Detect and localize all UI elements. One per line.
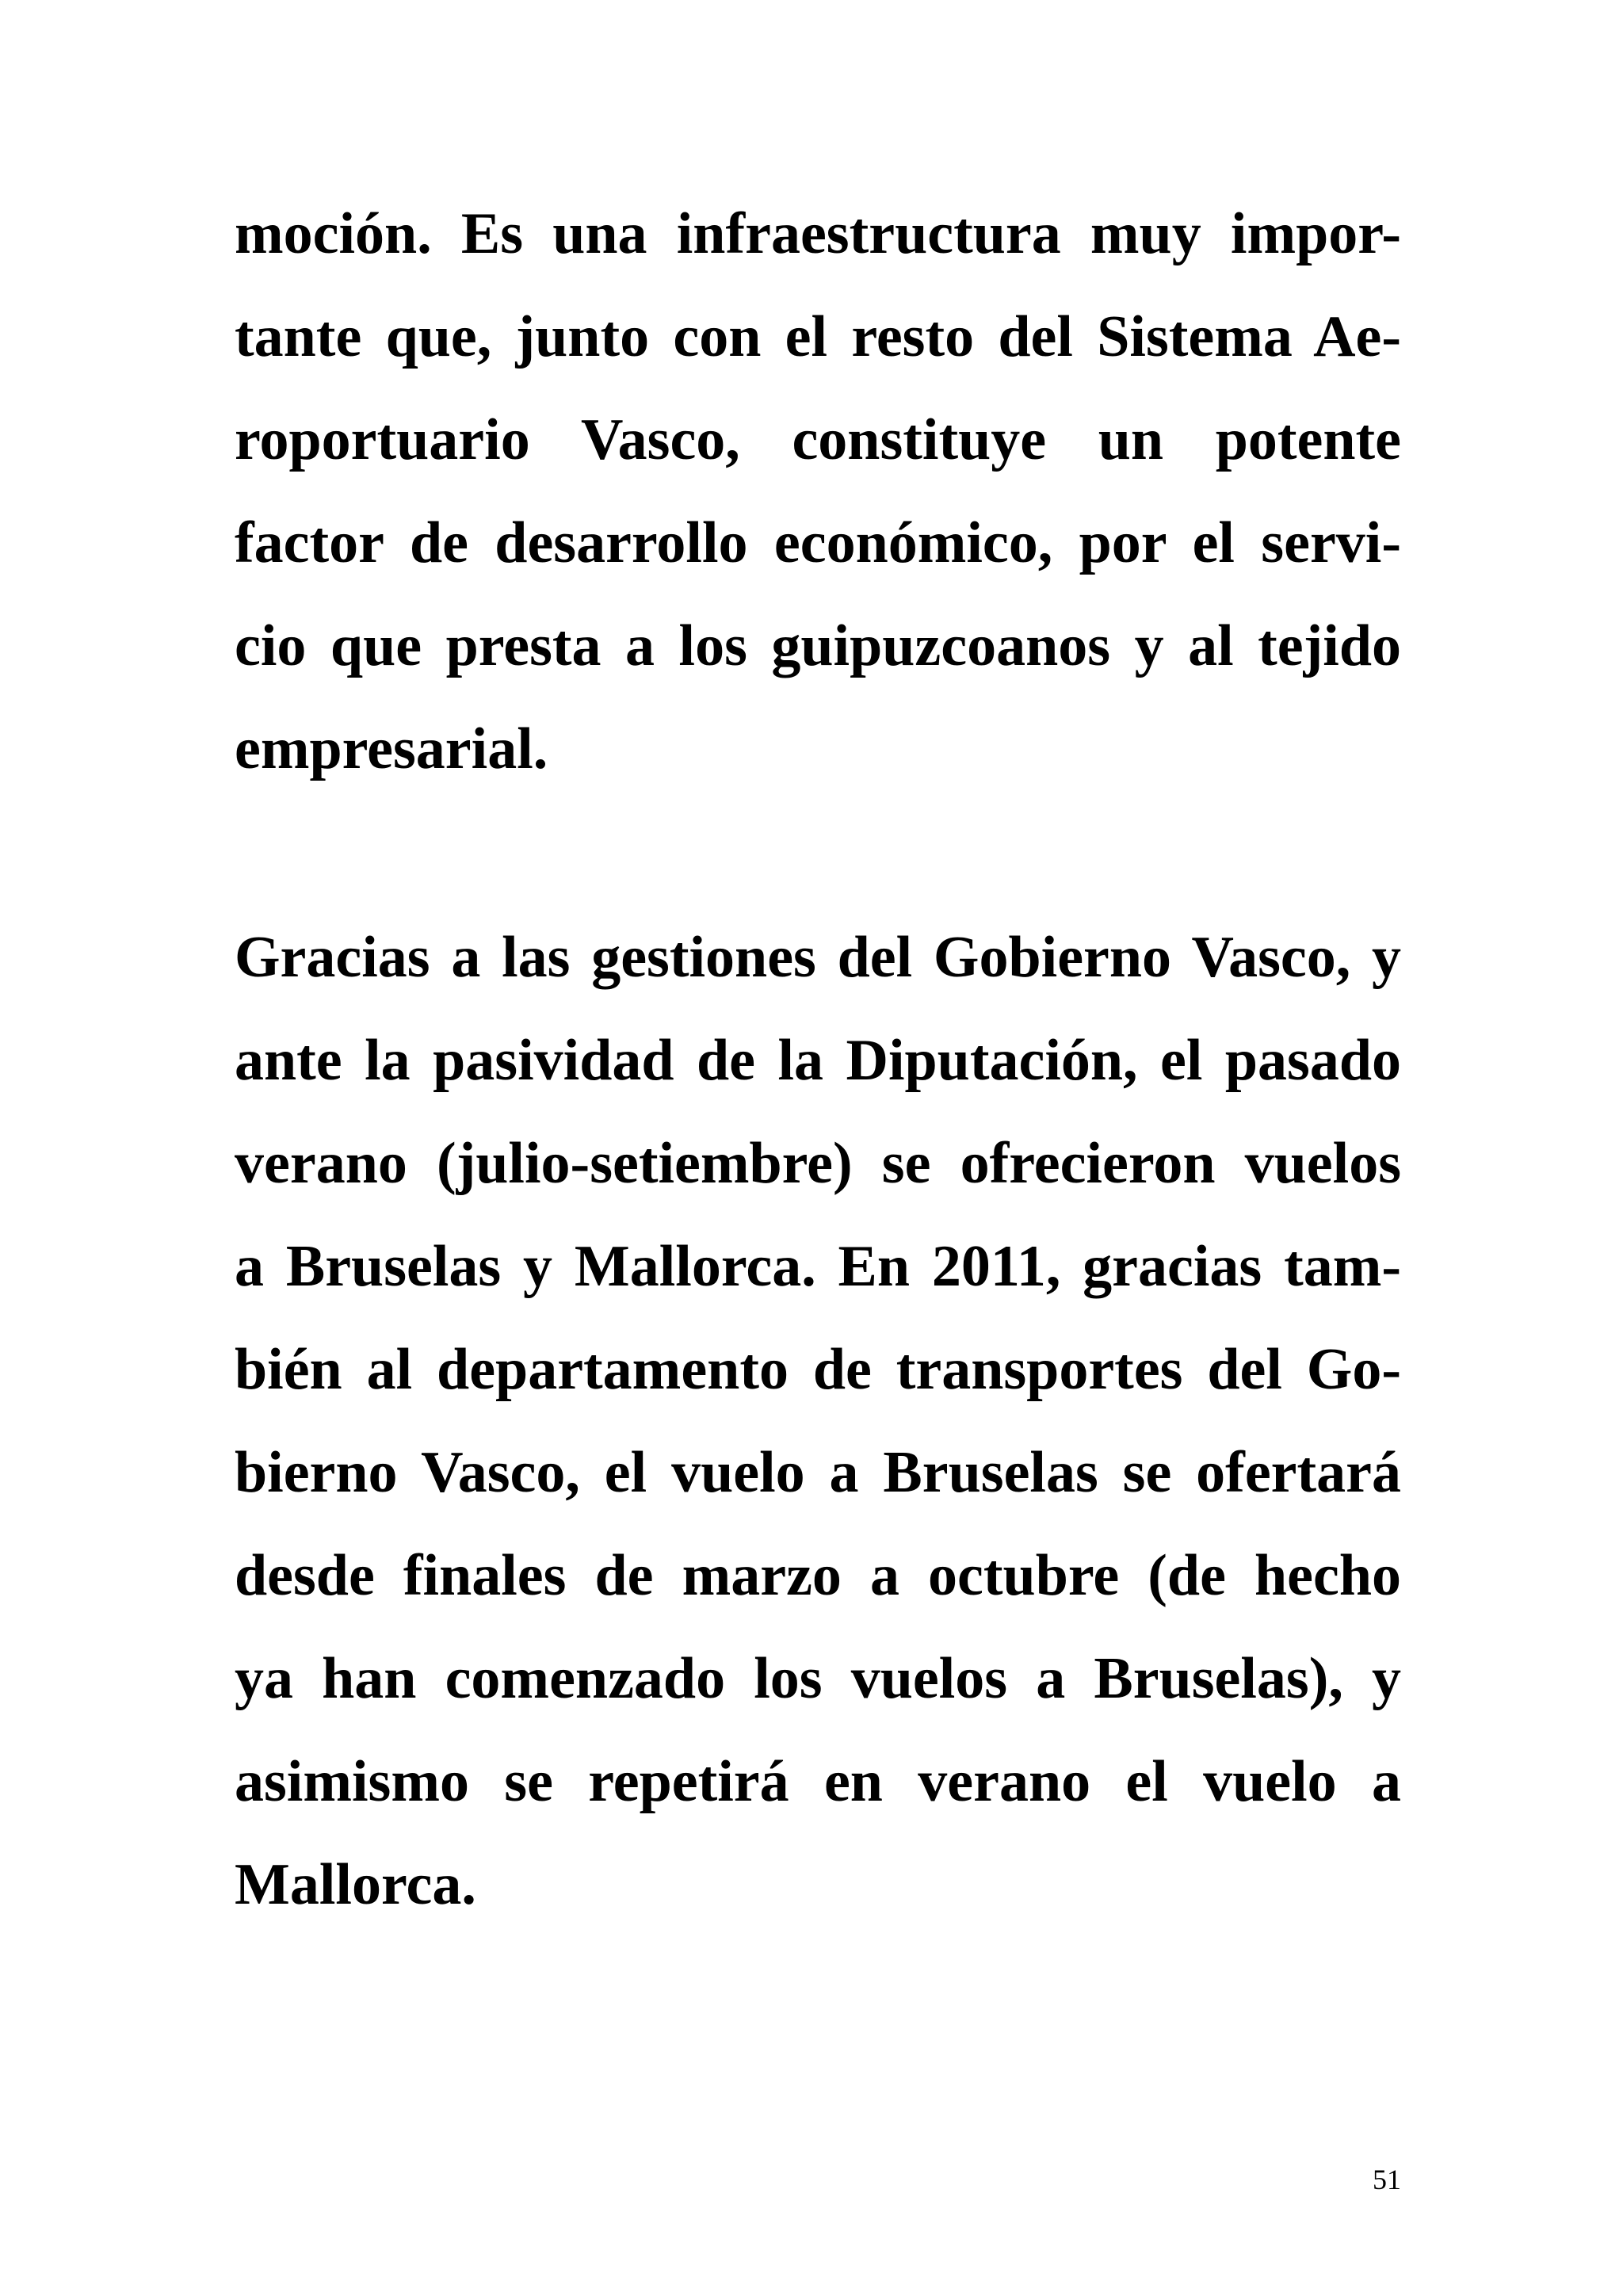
text-line: ante la pasividad de la Diputación, el pasado bbox=[235, 1028, 1401, 1093]
text-line: bién al departamento de transportes del Go- bbox=[235, 1337, 1401, 1402]
text-line: tante que, junto con el resto del Sistema Ae- bbox=[235, 304, 1401, 369]
paragraph-flights bbox=[235, 906, 1401, 1936]
text-line: desde finales de marzo a octubre (de hecho bbox=[235, 1543, 1401, 1608]
text-line: empresarial. bbox=[235, 716, 548, 781]
text-line: factor de desarrollo económico, por el servi- bbox=[235, 510, 1401, 575]
text-line: bierno Vasco, el vuelo a Bruselas se ofertará bbox=[235, 1440, 1401, 1505]
text-line: moción. Es una infraestructura muy impor- bbox=[235, 201, 1401, 266]
text-line: Gracias a las gestiones del Gobierno Vasco, y bbox=[235, 925, 1401, 990]
text-line: asimismo se repetirá en verano el vuelo a bbox=[235, 1749, 1401, 1814]
text-line: verano (julio-setiembre) se ofrecieron vuelos bbox=[235, 1131, 1401, 1196]
text-line: Mallorca. bbox=[235, 1852, 476, 1917]
text-line: roportuario Vasco, constituye un potente bbox=[235, 407, 1401, 472]
text-line: cio que presta a los guipuzcoanos y al tejido bbox=[235, 613, 1401, 678]
paragraph-airport-infrastructure bbox=[235, 182, 1401, 800]
page-number: 51 bbox=[1373, 2164, 1401, 2195]
text-line: ya han comenzado los vuelos a Bruselas), y bbox=[235, 1646, 1401, 1711]
text-line: a Bruselas y Mallorca. En 2011, gracias tam- bbox=[235, 1234, 1401, 1299]
